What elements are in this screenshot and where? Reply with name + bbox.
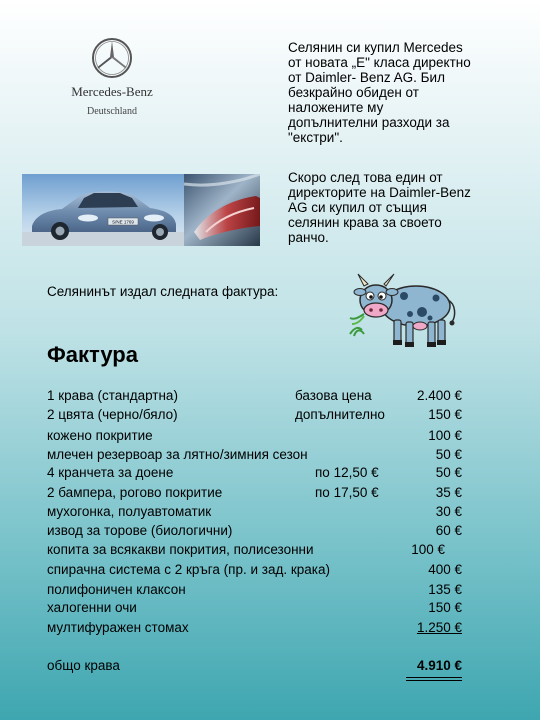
intro-paragraph-2: [288, 170, 510, 245]
invoice-item: спирачна система с 2 кръга (пр. и зад. крака): [47, 562, 330, 577]
license-plate-text: S/NE 1769: [112, 219, 134, 225]
mercedes-logo: [62, 36, 162, 117]
invoice-title: Фактура: [47, 342, 138, 367]
invoice-amount: 30 €: [435, 504, 462, 519]
invoice-row: [47, 580, 467, 599]
total-underline: [406, 677, 462, 678]
invoice-row: [47, 521, 467, 540]
invoice-item: 2 бампера, рогово покритие: [47, 485, 223, 500]
invoice-row: [47, 618, 467, 637]
invoice-item: 4 кранчета за доене: [47, 465, 174, 480]
intro-line: от Daimler- Benz AG. Бил: [288, 70, 445, 85]
invoice-note: базова цена: [295, 388, 372, 403]
invoice-amount: 100 €: [428, 428, 462, 443]
intro-line: Селянин си купил Mercedes: [288, 40, 463, 55]
invoice-note: по 12,50 €: [315, 465, 379, 480]
intro-paragraph-1: [288, 40, 510, 145]
invoice-item: извод за торове (биологични): [47, 523, 233, 538]
invoice-amount: 2.400 €: [416, 388, 462, 403]
invoice-row: [47, 560, 467, 579]
invoice-amount: 135 €: [428, 582, 462, 597]
invoice-row: [47, 405, 467, 424]
intro-line: безкрайно обиден от: [288, 85, 419, 100]
invoice-row: [47, 426, 467, 445]
invoice-item: мухогонка, полуавтоматик: [47, 504, 212, 519]
invoice-item: полифоничен клаксон: [47, 582, 186, 597]
invoice-item: 2 цвята (черно/бяло): [47, 407, 178, 422]
intro-line: директорите на Daimler-Benz: [288, 185, 471, 200]
intro-line: наложените му: [288, 100, 384, 115]
intro-line: от новата „E" класа директно: [288, 55, 471, 70]
invoice-row: [47, 386, 467, 405]
invoice-note: допълнително: [295, 407, 385, 422]
intro-line: селянин крава за своето: [288, 215, 442, 230]
cow-icon: [344, 270, 460, 354]
intro-line: Скоро след това един от: [288, 170, 443, 185]
invoice-amount: 35 €: [435, 485, 462, 500]
invoice-item: халогенни очи: [47, 600, 137, 615]
invoice-amount: 60 €: [435, 523, 462, 538]
mercedes-star-icon: [90, 36, 134, 80]
car-photo: [22, 174, 184, 246]
invoice-amount: 150 €: [428, 407, 462, 422]
invoice-item: млечен резервоар за лятно/зимния сезон: [47, 447, 308, 462]
invoice-amount: 50 €: [435, 447, 462, 462]
invoice-intro-text: Селянинът издал следната фактура:: [47, 284, 279, 299]
invoice-amount: 100 €: [411, 542, 445, 557]
total-underline: [406, 680, 462, 681]
invoice-amount: 50 €: [435, 465, 462, 480]
invoice-amount: 1.250 €: [416, 620, 462, 635]
intro-line: AG си купил от същия: [288, 200, 427, 215]
taillight-photo: [184, 174, 260, 246]
invoice-total-amount: 4.910 €: [416, 658, 462, 673]
invoice-item: копита за всякакви покрития, полисезонни: [47, 542, 314, 557]
invoice-row: [47, 502, 467, 521]
invoice-row: [47, 540, 467, 559]
invoice-note: по 17,50 €: [315, 485, 379, 500]
invoice-row: [47, 598, 467, 617]
logo-brand-text: Mercedes-Benz: [71, 84, 153, 99]
invoice-total-row: [47, 656, 467, 675]
invoice-row: [47, 483, 467, 502]
invoice-row: [47, 445, 467, 464]
invoice-amount: 150 €: [428, 600, 462, 615]
intro-line: "екстри".: [288, 130, 343, 145]
invoice-total-label: общо крава: [47, 658, 120, 673]
logo-sub-text: Deutschland: [87, 106, 137, 117]
intro-line: допълнителни разходи за: [288, 115, 450, 130]
invoice-item: кожено покритие: [47, 428, 153, 443]
invoice-item: мултифуражен стомах: [47, 620, 189, 635]
invoice-row: [47, 463, 467, 482]
invoice-item: 1 крава (стандартна): [47, 388, 178, 403]
intro-line: ранчо.: [288, 230, 329, 245]
invoice-amount: 400 €: [428, 562, 462, 577]
